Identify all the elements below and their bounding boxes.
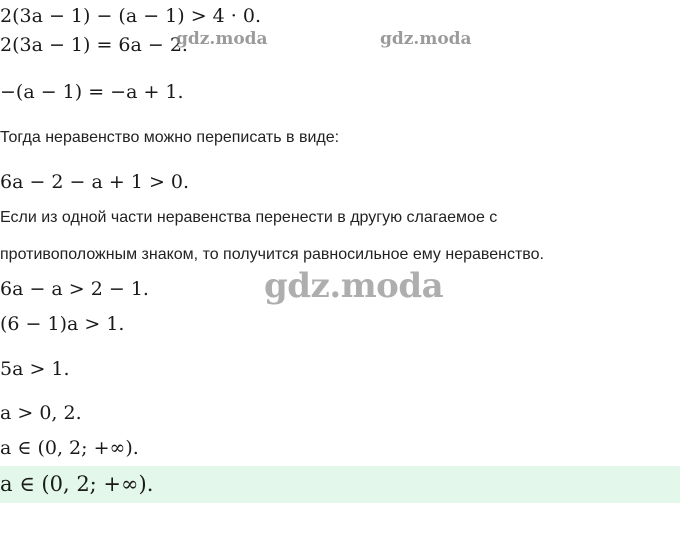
math-line-8: a > 0, 2. <box>0 402 82 424</box>
text-rewrite: Тогда неравенство можно переписать в виде: <box>0 129 340 146</box>
watermark-logo: gdz.moda <box>380 29 472 49</box>
math-line-7: 5a > 1. <box>0 358 70 380</box>
answer-box <box>0 466 680 503</box>
math-line-2: 2(3a − 1) = 6a − 2. <box>0 34 188 56</box>
watermark-logo: gdz.moda <box>176 29 268 49</box>
math-line-9: a ∈ (0, 2; +∞). <box>0 437 139 459</box>
watermark-logo: gdz.moda <box>264 266 444 306</box>
answer-text: a ∈ (0, 2; +∞). <box>0 472 154 496</box>
math-line-3: −(a − 1) = −a + 1. <box>0 81 184 103</box>
math-line-5: 6a − a > 2 − 1. <box>0 278 149 300</box>
math-line-6: (6 − 1)a > 1. <box>0 313 125 335</box>
math-line-4: 6a − 2 − a + 1 > 0. <box>0 171 190 193</box>
math-line-1: 2(3a − 1) − (a − 1) > 4 · 0. <box>0 5 261 27</box>
text-transfer-1: Если из одной части неравенства перенести в другую слагаемое с <box>0 209 498 226</box>
text-transfer-2: противоположным знаком, то получится равносильное ему неравенство. <box>0 246 544 263</box>
